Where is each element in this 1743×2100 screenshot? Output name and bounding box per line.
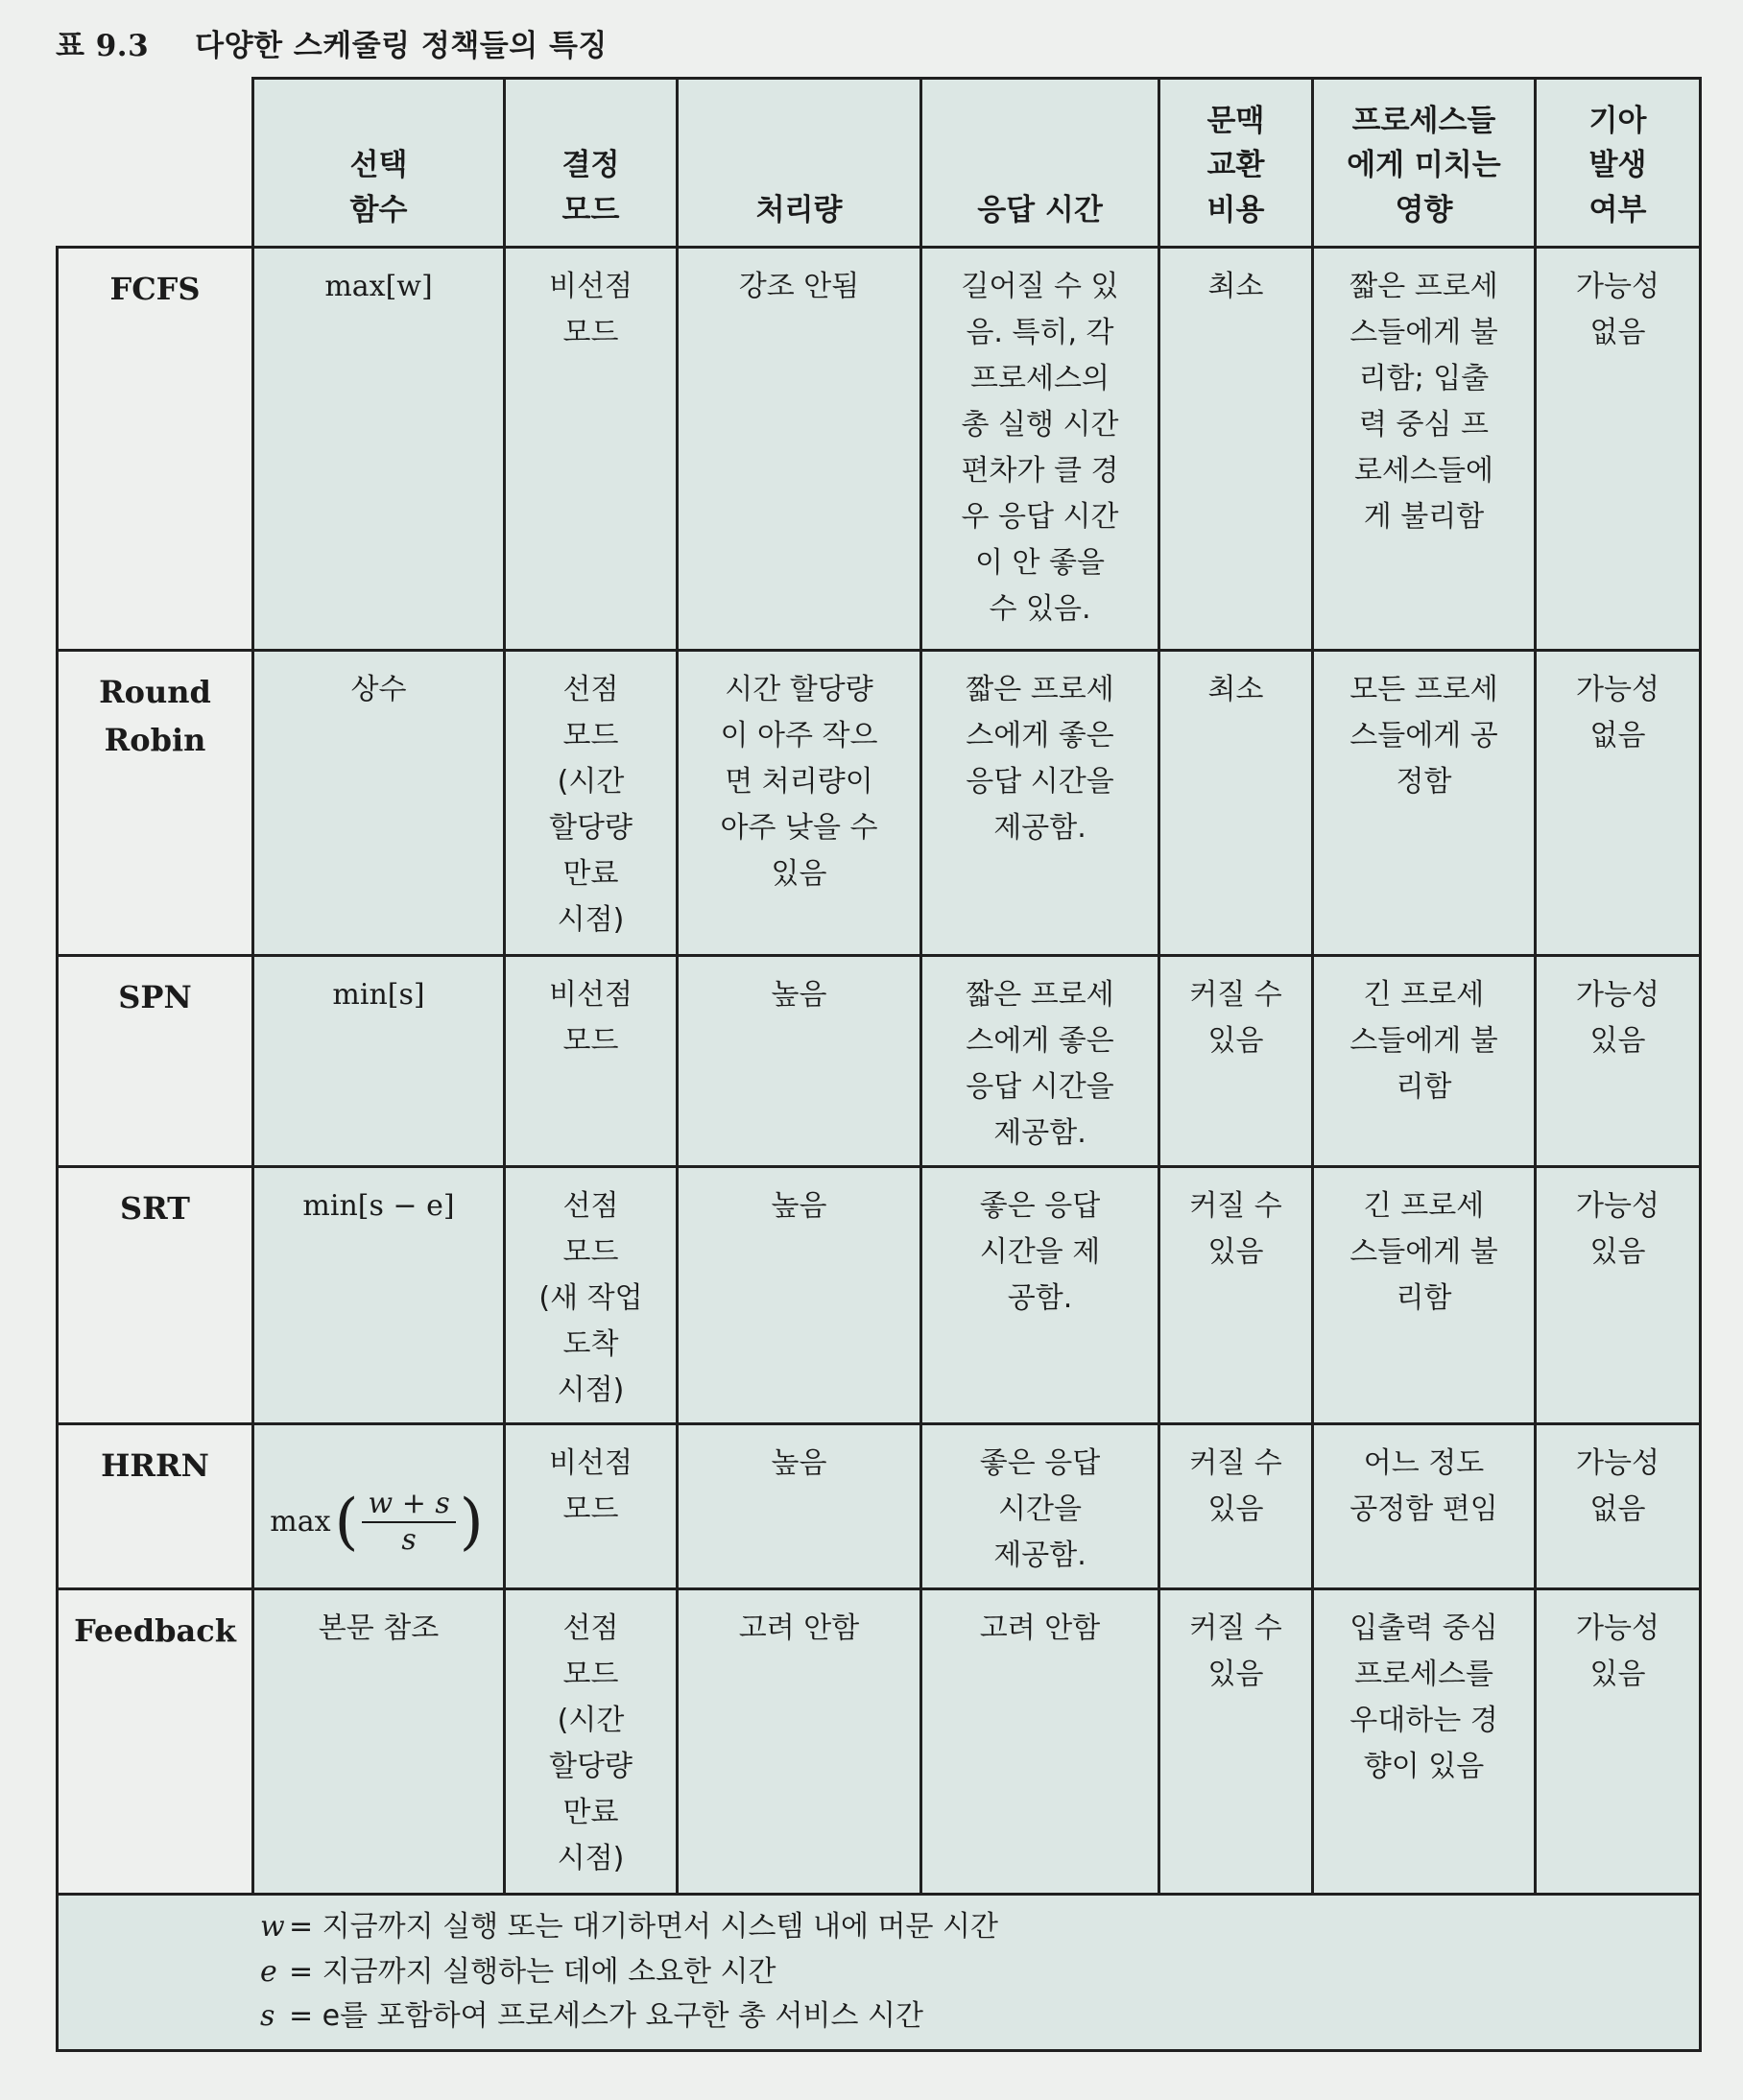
header-effect-on-processes: 프로세스들 에게 미치는 영향 (1313, 79, 1536, 248)
header-row (58, 79, 1701, 248)
formula-denominator: s (401, 1523, 417, 1557)
cell-response-time: 좋은 응답 시간을 제공함. (921, 1424, 1159, 1589)
row-head-srt: SRT (58, 1167, 253, 1424)
formula-fraction (362, 1487, 455, 1558)
legend-text: = 지금까지 실행 또는 대기하면서 시스템 내에 머문 시간 (289, 1910, 998, 1944)
cell-selection-function (253, 1424, 505, 1589)
cell-decision-mode: 선점 모드 (시간 할당량 만료 시점) (505, 651, 678, 956)
cell-selection-function: max[w] (253, 248, 505, 651)
cell-context-switch-cost: 최소 (1159, 248, 1313, 651)
header-starvation: 기아 발생 여부 (1536, 79, 1701, 248)
legend-item (260, 1905, 1699, 1950)
cell-throughput: 높음 (678, 956, 921, 1167)
legend-text: = e를 포함하여 프로세스가 요구한 총 서비스 시간 (289, 1999, 923, 2033)
cell-throughput: 강조 안됨 (678, 248, 921, 651)
header-decision-mode: 결정 모드 (505, 79, 678, 248)
cell-decision-mode: 선점 모드 (시간 할당량 만료 시점) (505, 1589, 678, 1895)
cell-response-time: 고려 안함 (921, 1589, 1159, 1895)
cell-context-switch-cost: 커질 수 있음 (1159, 956, 1313, 1167)
table-row (58, 651, 1701, 956)
cell-context-switch-cost: 커질 수 있음 (1159, 1589, 1313, 1895)
cell-context-switch-cost: 최소 (1159, 651, 1313, 956)
cell-response-time: 길어질 수 있 음. 특히, 각 프로세스의 총 실행 시간 편차가 클 경 우 응답 시간 이 안 좋을 수 있음. (921, 248, 1159, 651)
row-head-round-robin: Round Robin (58, 651, 253, 956)
table-row (58, 956, 1701, 1167)
cell-starvation: 가능성 없음 (1536, 1424, 1701, 1589)
row-head-fcfs: FCFS (58, 248, 253, 651)
cell-starvation: 가능성 없음 (1536, 248, 1701, 651)
header-throughput: 처리량 (678, 79, 921, 248)
cell-decision-mode: 비선점 모드 (505, 248, 678, 651)
cell-response-time: 짧은 프로세 스에게 좋은 응답 시간을 제공함. (921, 956, 1159, 1167)
cell-selection-function: 본문 참조 (253, 1589, 505, 1895)
table-title: 다양한 스케줄링 정책들의 특징 (195, 29, 608, 63)
table-row (58, 1424, 1701, 1589)
cell-throughput: 시간 할당량 이 아주 작으 면 처리량이 아주 낮을 수 있음 (678, 651, 921, 956)
cell-starvation: 가능성 있음 (1536, 1167, 1701, 1424)
cell-context-switch-cost: 커질 수 있음 (1159, 1167, 1313, 1424)
scheduling-policies-table (56, 77, 1702, 2052)
formula-numerator: w + s (362, 1487, 455, 1523)
hrrn-formula (270, 1487, 488, 1558)
cell-effect-on-processes: 입출력 중심 프로세스를 우대하는 경 향이 있음 (1313, 1589, 1536, 1895)
legend-symbol: e (260, 1954, 277, 1989)
legend-row (58, 1895, 1701, 2051)
cell-effect-on-processes: 긴 프로세 스들에게 불 리함 (1313, 1167, 1536, 1424)
legend-item (260, 1994, 1699, 2040)
cell-throughput: 고려 안함 (678, 1589, 921, 1895)
cell-selection-function: 상수 (253, 651, 505, 956)
cell-throughput: 높음 (678, 1167, 921, 1424)
table-legend (58, 1895, 1701, 2051)
header-response-time: 응답 시간 (921, 79, 1159, 248)
table-number: 표 9.3 (56, 29, 150, 63)
corner-cell (58, 79, 253, 248)
formula-max: max (270, 1505, 331, 1539)
legend-text: = 지금까지 실행하는 데에 소요한 시간 (289, 1954, 776, 1989)
table-row (58, 1167, 1701, 1424)
cell-effect-on-processes: 긴 프로세 스들에게 불 리함 (1313, 956, 1536, 1167)
cell-throughput: 높음 (678, 1424, 921, 1589)
table-caption (56, 21, 608, 64)
cell-starvation: 가능성 없음 (1536, 651, 1701, 956)
cell-starvation: 가능성 있음 (1536, 1589, 1701, 1895)
legend-symbol: s (260, 1999, 275, 2033)
formula-paren-open: ( (334, 1487, 359, 1558)
cell-response-time: 좋은 응답 시간을 제 공함. (921, 1167, 1159, 1424)
legend-symbol: w (260, 1910, 285, 1944)
cell-selection-function: min[s − e] (253, 1167, 505, 1424)
row-head-feedback: Feedback (58, 1589, 253, 1895)
cell-effect-on-processes: 짧은 프로세 스들에게 불 리함; 입출 력 중심 프 로세스들에 게 불리함 (1313, 248, 1536, 651)
table-row (58, 248, 1701, 651)
cell-decision-mode: 선점 모드 (새 작업 도착 시점) (505, 1167, 678, 1424)
header-selection-function: 선택 함수 (253, 79, 505, 248)
cell-selection-function: min[s] (253, 956, 505, 1167)
cell-effect-on-processes: 모든 프로세 스들에게 공 정함 (1313, 651, 1536, 956)
row-head-spn: SPN (58, 956, 253, 1167)
header-context-switch-cost: 문맥 교환 비용 (1159, 79, 1313, 248)
cell-effect-on-processes: 어느 정도 공정함 편임 (1313, 1424, 1536, 1589)
formula-paren-close: ) (459, 1487, 484, 1558)
legend-item (260, 1950, 1699, 1995)
cell-starvation: 가능성 있음 (1536, 956, 1701, 1167)
cell-response-time: 짧은 프로세 스에게 좋은 응답 시간을 제공함. (921, 651, 1159, 956)
cell-decision-mode: 비선점 모드 (505, 1424, 678, 1589)
table-row (58, 1589, 1701, 1895)
row-head-hrrn: HRRN (58, 1424, 253, 1589)
cell-decision-mode: 비선점 모드 (505, 956, 678, 1167)
cell-context-switch-cost: 커질 수 있음 (1159, 1424, 1313, 1589)
